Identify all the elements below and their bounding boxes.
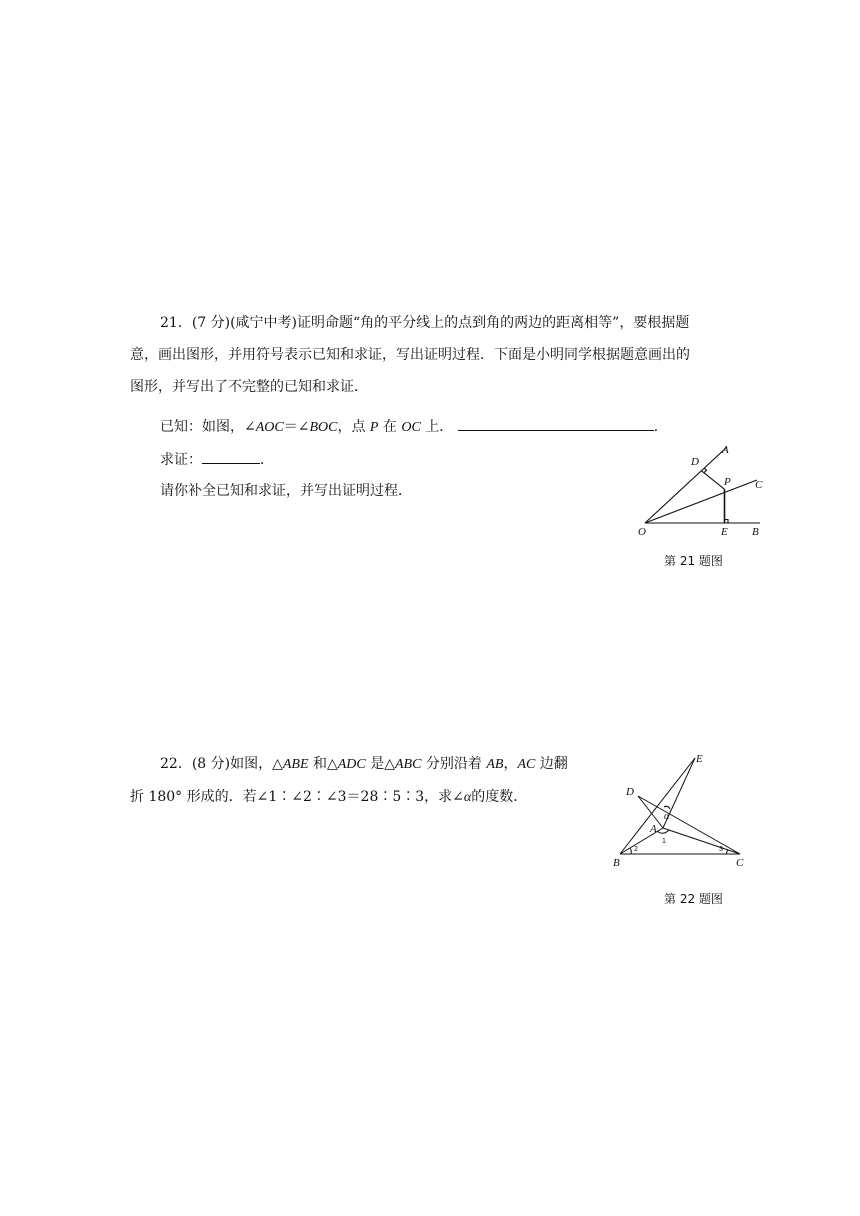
- q21-figure: [630, 436, 770, 540]
- q22-adc: ADC: [337, 757, 366, 772]
- label-d: D: [691, 456, 699, 468]
- q22-line-2: [130, 787, 527, 808]
- angle-alpha-arc: [664, 806, 670, 809]
- given-end: 上．: [420, 419, 454, 435]
- q21-line-1: 21．(7 分)(咸宁中考)证明命题“角的平分线上的点到角的两边的距离相等”，要根据题: [160, 315, 690, 331]
- label-o: O: [638, 526, 646, 538]
- given-tail: ．: [653, 419, 668, 435]
- q22-comma: ，: [503, 756, 518, 772]
- q22-suffix: 边翻: [535, 756, 568, 772]
- given-mid: ，点: [337, 419, 370, 435]
- q21-given: [160, 416, 668, 438]
- given-aoc: AOC: [255, 420, 284, 435]
- q21-figure-caption: 第 21 题图: [664, 554, 723, 568]
- label-b: B: [752, 526, 759, 538]
- ray-oa: [645, 447, 727, 523]
- q21-line-3: 图形，并写出了不完整的已知和求证．: [130, 379, 368, 395]
- label-d22: D: [626, 786, 634, 798]
- q21-line-2: 意，画出图形，并用符号表示已知和求证，写出证明过程．下面是小明同学根据题意画出的: [130, 347, 690, 363]
- label-angle-1: 1: [662, 838, 666, 845]
- ray-oc: [645, 480, 757, 523]
- q21-instruction: 请你补全已知和求证，并写出证明过程．: [160, 483, 412, 499]
- q22-line2-suffix: 的度数．: [471, 789, 528, 805]
- q22-prefix: 22．(8 分)如图，△: [160, 756, 283, 772]
- q22-line2-prefix: 折 180° 形成的．若∠1∶∠2∶∠3＝28∶5∶3，求∠: [130, 789, 464, 805]
- given-p: P: [369, 420, 379, 435]
- label-e22: E: [696, 753, 703, 765]
- segment-pd: [701, 471, 724, 490]
- label-c: C: [755, 479, 763, 491]
- q22-and: 和△: [308, 756, 338, 772]
- given-oc: OC: [401, 420, 421, 435]
- label-c22: C: [736, 857, 744, 869]
- angle-3-arc: [727, 850, 728, 854]
- label-angle-3: 3: [719, 846, 723, 853]
- given-eq: ＝∠: [283, 419, 310, 435]
- prove-label: 求证：: [160, 452, 202, 468]
- label-a22: A: [650, 823, 657, 835]
- q22-alpha: α: [463, 790, 472, 805]
- given-answer-blank[interactable]: [458, 416, 654, 431]
- right-angle-d: [704, 468, 707, 473]
- given-boc: BOC: [309, 420, 338, 435]
- given-prefix: 已知：如图，∠: [160, 419, 256, 435]
- q22-along: 分别沿着: [421, 756, 487, 772]
- label-a: A: [722, 444, 729, 456]
- label-e: E: [721, 526, 728, 538]
- angle-2-arc: [630, 848, 631, 854]
- q22-is: 是△: [365, 756, 395, 772]
- label-alpha: α: [664, 811, 670, 822]
- q22-abc: ABC: [394, 757, 422, 772]
- given-on: 在: [378, 419, 402, 435]
- label-p: P: [724, 476, 731, 488]
- q21-prove: [160, 449, 274, 470]
- label-angle-2: 2: [634, 846, 638, 853]
- q22-figure-caption: 第 22 题图: [664, 892, 723, 906]
- prove-answer-blank[interactable]: [202, 449, 260, 464]
- q22-figure: [608, 745, 758, 870]
- q22-line-1: [160, 754, 568, 775]
- q22-ab: AB: [486, 757, 504, 772]
- label-b22: B: [613, 857, 620, 869]
- prove-tail: ．: [260, 452, 274, 468]
- q22-abe: ABE: [282, 757, 309, 772]
- q22-ac: AC: [517, 757, 536, 772]
- segment-be: [620, 758, 695, 854]
